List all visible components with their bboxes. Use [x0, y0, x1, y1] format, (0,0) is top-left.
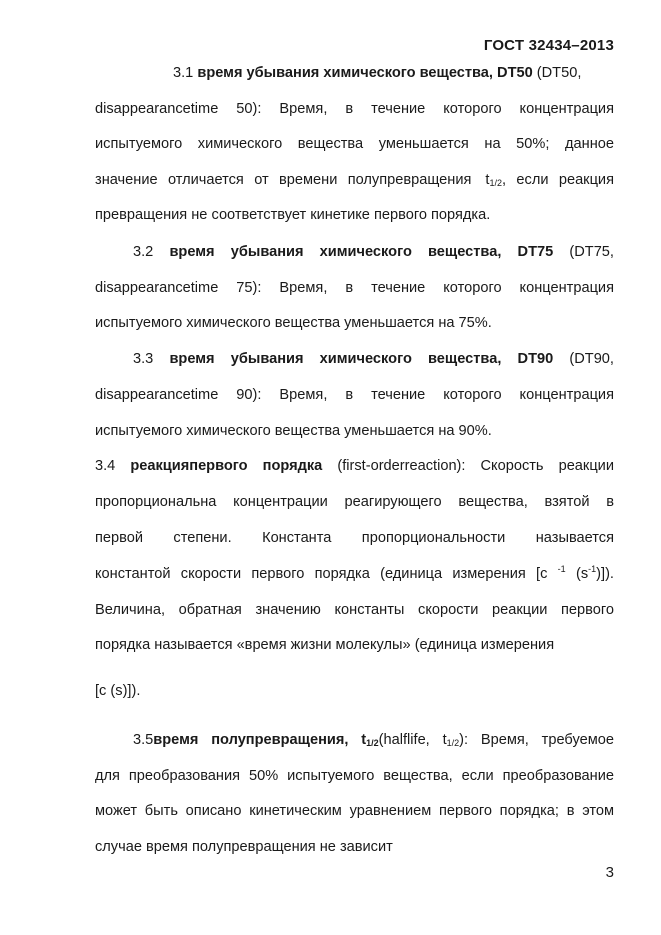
sec31-term: время убывания химического вещества, DT50 — [197, 65, 533, 81]
sec31-number: 3.1 — [173, 65, 194, 81]
sec35-number: 3.5 — [133, 732, 154, 748]
sec31-line-4 — [95, 171, 614, 189]
sec32-line-2: disappearancetime 75): Время, в течение которого концентрация — [95, 280, 614, 296]
sec34-line-3-b: называется — [535, 530, 614, 546]
sec33-term: время убывания химического вещества, DT90 — [169, 351, 554, 367]
sec35-line-4: случае время полупревращения не зависит — [95, 839, 393, 855]
sec35-line-2: для преобразования 50% испытуемого вещества, если преобразование — [95, 768, 614, 784]
sec31-t: t — [485, 172, 490, 188]
sec33-line-3: испытуемого химического вещества уменьшается на 90%. — [95, 423, 492, 439]
sec35-head — [133, 732, 614, 748]
sec31-line-1 — [173, 64, 614, 82]
sec34-line-3-a: первой степени. Константа пропорциональности — [95, 530, 506, 546]
sec35-term-subscript: 1/2 — [366, 738, 379, 748]
sec35-line-3: может быть описано кинетическим уравнением первого порядка; в этом — [95, 803, 614, 819]
sec34-line-2: пропорциональна концентрации реагирующего вещества, взятой в — [95, 494, 614, 510]
sec31-line-5: превращения не соответствует кинетике первого порядка. — [95, 207, 491, 223]
sec32-line-1-rest: (DT75, — [569, 244, 614, 260]
sec31-line-1-rest: (DT50, — [536, 65, 582, 81]
sec34-line-4-mid: (s — [575, 566, 589, 582]
sec33-line-1-rest: (DT90, — [569, 351, 614, 367]
sec34-line-7: [с (s)]). — [95, 683, 141, 699]
sec35-line-1-rest: ): Время, требуемое — [459, 732, 614, 748]
document-standard-header: ГОСТ 32434–2013 — [483, 37, 614, 54]
sec34-line-6: порядка называется «время жизни молекулы» (единица измерения — [95, 637, 555, 653]
sec34-line-4 — [95, 565, 614, 583]
sec34-line-4-b: )]). — [596, 566, 614, 582]
sec34-line-1-rest: (first-orderreaction): Скорость реакции — [337, 458, 614, 474]
sec35-paren-a: (halflife, t — [378, 732, 447, 748]
sec34-sup-2: -1 — [588, 564, 597, 574]
sec31-half-life-symbol — [485, 172, 614, 188]
sec33-line-1 — [133, 350, 614, 368]
sec33-number: 3.3 — [133, 351, 154, 367]
sec33-line-2: disappearancetime 90): Время, в течение которого концентрация — [95, 387, 614, 403]
sec35-line-1 — [133, 731, 614, 749]
sec31-line-2: disappearancetime 50): Время, в течение которого концентрация — [95, 101, 614, 117]
sec34-line-3 — [95, 529, 614, 547]
sec31-line-3: испытуемого химического вещества уменьшается на 50%; данное — [95, 136, 614, 152]
sec34-line-4-a: константой скорости первого порядка (единица измерения [с — [95, 566, 548, 582]
sec34-sup-1: -1 — [557, 564, 566, 574]
sec32-number: 3.2 — [133, 244, 154, 260]
sec34-unit-si — [576, 566, 614, 582]
sec35-paren-subscript: 1/2 — [446, 738, 460, 748]
sec31-line-4-a: значение отличается от времени полупревращения — [95, 172, 472, 188]
sec31-line-4-b: , если реакция — [502, 172, 614, 188]
sec34-term: реакцияпервого порядка — [130, 458, 323, 474]
sec35-term: время полупревращения, t — [153, 732, 367, 748]
sec32-line-1 — [133, 243, 614, 261]
sec34-unit-power — [558, 566, 566, 582]
sec32-term: время убывания химического вещества, DT75 — [169, 244, 554, 260]
page-number: 3 — [605, 864, 614, 881]
sec31-t-subscript: 1/2 — [489, 178, 502, 188]
sec34-line-5: Величина, обратная значению константы скорости реакции первого — [95, 602, 614, 618]
sec34-number: 3.4 — [95, 458, 116, 474]
sec34-line-1 — [95, 457, 614, 475]
sec32-line-3: испытуемого химического вещества уменьшается на 75%. — [95, 315, 492, 331]
